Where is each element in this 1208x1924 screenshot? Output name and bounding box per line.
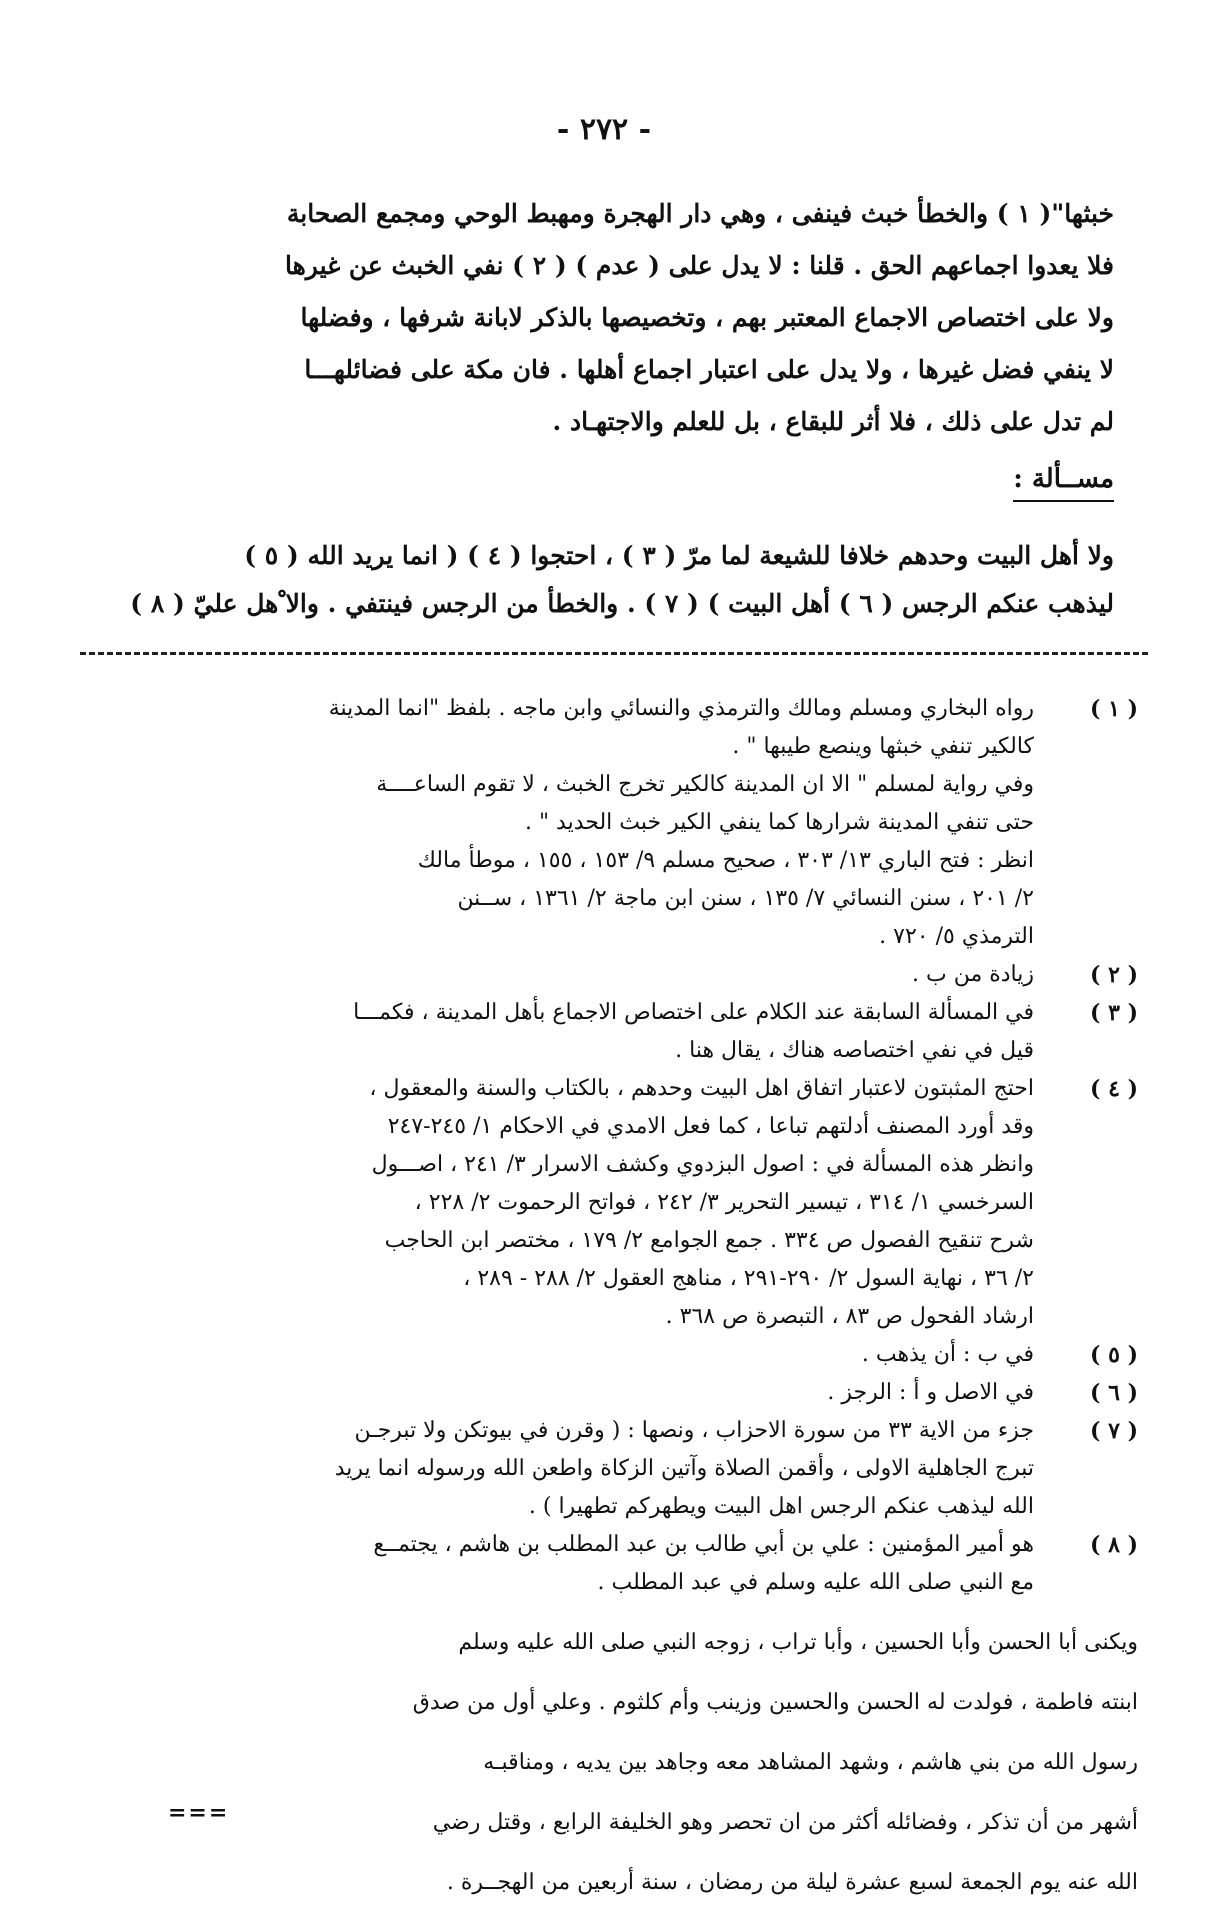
footnote-line: كالكير تنفي خبثها وينصع طيبها " . bbox=[732, 734, 1034, 759]
footnote-line: الله ليذهب عنكم الرجس اهل البيت ويطهركم تطهيرا ) . bbox=[528, 1494, 1034, 1519]
footnote-number: ( ٧ ) bbox=[1090, 1418, 1138, 1444]
footnote-line: السرخسي ١/ ٣١٤ ، تيسير التحرير ٣/ ٢٤٢ ، فواتح الرحموت ٢/ ٢٢٨ ، bbox=[414, 1190, 1034, 1215]
footnote-number: ( ٥ ) bbox=[1090, 1342, 1138, 1368]
main-text-line: لا ينفي فضل غيرها ، ولا يدل على اعتبار اجماع أهلها . فان مكة على فضائلهـــا bbox=[304, 355, 1114, 384]
footnote-text bbox=[60, 994, 1034, 1070]
footnote-line: وقد أورد المصنف أدلتهم تباعا ، كما فعل الامدي في الاحكام ١/ ٢٤٥-٢٤٧ bbox=[387, 1114, 1034, 1139]
footnote-line: وانظر هذه المسألة في : اصول البزدوي وكشف الاسرار ٣/ ٢٤١ ، اصـــول bbox=[371, 1152, 1034, 1177]
footnotes bbox=[60, 690, 1138, 1924]
footnote-line: ابنته فاطمة ، فولدت له الحسن والحسين وزينب وأم كلثوم . وعلي أول من صدق bbox=[412, 1690, 1138, 1715]
footnote-3 bbox=[60, 994, 1138, 1070]
footnote-line: قيل في نفي اختصاصه هناك ، يقال هنا . bbox=[675, 1038, 1034, 1063]
main-text-line: لم تدل على ذلك ، فلا أثر للبقاع ، بل للعلم والاجتهـاد . bbox=[552, 407, 1114, 436]
footnote-line: الترمذي ٥/ ٧٢٠ . bbox=[879, 924, 1034, 949]
footnote-line: مع النبي صلى الله عليه وسلم في عبد المطلب . bbox=[597, 1570, 1034, 1595]
footnote-line: هو أمير المؤمنين : علي بن أبي طالب بن عبد المطلب بن هاشم ، يجتمــع bbox=[373, 1532, 1034, 1557]
footnote-line: حتى تنفي المدينة شرارها كما ينفي الكير خبث الحديد " . bbox=[524, 810, 1034, 835]
footnote-line: في ب : أن يذهب . bbox=[861, 1342, 1034, 1367]
footnote-8 bbox=[60, 1526, 1138, 1602]
end-mark: === bbox=[168, 1800, 230, 1826]
footnote-number: ( ٢ ) bbox=[1090, 962, 1138, 988]
footnote-number: ( ٦ ) bbox=[1090, 1380, 1138, 1406]
footnote-7 bbox=[60, 1412, 1138, 1526]
footnote-number: ( ٨ ) bbox=[1090, 1532, 1138, 1558]
section-text-line: ولا أهل البيت وحدهم خلافا للشيعة لما مرّ ( ٣ ) ، احتجوا ( ٤ ) ( انما يريد الله ( ٥ ) bbox=[244, 541, 1114, 570]
footnote-text bbox=[60, 956, 1034, 994]
footnote-line: شرح تنقيح الفصول ص ٣٣٤ . جمع الجوامع ٢/ ١٧٩ ، مختصر ابن الحاجب bbox=[384, 1228, 1034, 1253]
footnote-number: ( ١ ) bbox=[1090, 696, 1138, 722]
footnote-1 bbox=[60, 690, 1138, 766]
footnote-line: أشهر من أن تذكر ، وفضائله أكثر من ان تحصر وهو الخليفة الرابع ، وقتل رضي bbox=[432, 1810, 1138, 1835]
footnote-text bbox=[60, 1526, 1034, 1602]
footnote-number: ( ٤ ) bbox=[1090, 1076, 1138, 1102]
footnote-line: ٢/ ٢٠١ ، سنن النسائي ٧/ ١٣٥ ، سنن ابن ماجة ٢/ ١٣٦١ ، ســنن bbox=[457, 886, 1034, 911]
footnote-text bbox=[60, 766, 1034, 956]
footnote-line: احتج المثبتون لاعتبار اتفاق اهل البيت وحدهم ، بالكتاب والسنة والمعقول ، bbox=[369, 1076, 1034, 1101]
footnote-line: انظر : فتح الباري ١٣/ ٣٠٣ ، صحيح مسلم ٩/ ١٥٣ ، ١٥٥ ، موطأ مالك bbox=[417, 848, 1034, 873]
footnote-text bbox=[60, 1070, 1034, 1336]
footnote-line: الله عنه يوم الجمعة لسبع عشرة ليلة من رمضان ، سنة أربعين من الهجــرة . bbox=[446, 1870, 1138, 1895]
page-number: - ٢٧٢ - bbox=[556, 112, 652, 147]
footnote-5 bbox=[60, 1336, 1138, 1374]
footnote-number: ( ٣ ) bbox=[1090, 1000, 1138, 1026]
main-text-line: فلا يعدوا اجماعهم الحق . قلنا : لا يدل على ( عدم ) ( ٢ ) نفي الخبث عن غيرها bbox=[284, 251, 1114, 280]
footnote-1-continued bbox=[60, 766, 1138, 956]
footnote-line: ارشاد الفحول ص ٨٣ ، التبصرة ص ٣٦٨ . bbox=[665, 1304, 1034, 1329]
footnote-line: جزء من الاية ٣٣ من سورة الاحزاب ، ونصها : ( وقرن في بيوتكن ولا تبرجـن bbox=[354, 1418, 1034, 1443]
footnote-number bbox=[1034, 766, 1138, 956]
footnote-8-continuation bbox=[60, 1624, 1138, 1902]
footnote-text bbox=[60, 1412, 1034, 1526]
main-text bbox=[94, 188, 1114, 448]
section-heading: مســألة : bbox=[1013, 464, 1114, 502]
footnote-line: زيادة من ب . bbox=[912, 962, 1034, 987]
footnote-text bbox=[60, 1336, 1034, 1374]
footnote-line: في الاصل و أ : الرجز . bbox=[827, 1380, 1034, 1405]
footnote-6 bbox=[60, 1374, 1138, 1412]
footnote-text bbox=[60, 1374, 1034, 1412]
footnote-2 bbox=[60, 956, 1138, 994]
footnote-divider bbox=[80, 652, 1148, 655]
main-text-line: خبثها"( ١ ) والخطأ خبث فينفى ، وهي دار الهجرة ومهبط الوحي ومجمع الصحابة bbox=[286, 199, 1114, 228]
footnote-line: في المسألة السابقة عند الكلام على اختصاص الاجماع بأهل المدينة ، فكمـــا bbox=[353, 1000, 1034, 1025]
footnote-line: تبرج الجاهلية الاولى ، وأقمن الصلاة وآتين الزكاة واطعن الله ورسوله انما يريد bbox=[334, 1456, 1034, 1481]
footnote-line: ويكنى أبا الحسن وأبا الحسين ، وأبا تراب ، زوجه النبي صلى الله عليه وسلم bbox=[458, 1630, 1138, 1655]
main-text-line: ولا على اختصاص الاجماع المعتبر بهم ، وتخصيصها بالذكر لابانة شرفها ، وفضلها bbox=[300, 303, 1114, 332]
footnote-text bbox=[60, 690, 1034, 766]
section-text bbox=[94, 532, 1114, 628]
section-text-line: ليذهب عنكم الرجس ( ٦ ) أهل البيت ) ( ٧ ) . والخطأ من الرجس فينتفي . والا ْهل عليّ ( ٨ ) bbox=[130, 589, 1114, 618]
footnote-4 bbox=[60, 1070, 1138, 1336]
footnote-line: ٢/ ٣٦ ، نهاية السول ٢/ ٢٩٠-٢٩١ ، مناهج العقول ٢/ ٢٨٨ - ٢٨٩ ، bbox=[463, 1266, 1034, 1291]
footnote-line: رسول الله من بني هاشم ، وشهد المشاهد معه وجاهد بين يديه ، ومناقبـه bbox=[483, 1750, 1138, 1775]
footnote-line: وفي رواية لمسلم " الا ان المدينة كالكير تخرج الخبث ، لا تقوم الساعــــة bbox=[376, 772, 1034, 797]
footnote-line: رواه البخاري ومسلم ومالك والترمذي والنسائي وابن ماجه . بلفظ "انما المدينة bbox=[328, 696, 1034, 721]
